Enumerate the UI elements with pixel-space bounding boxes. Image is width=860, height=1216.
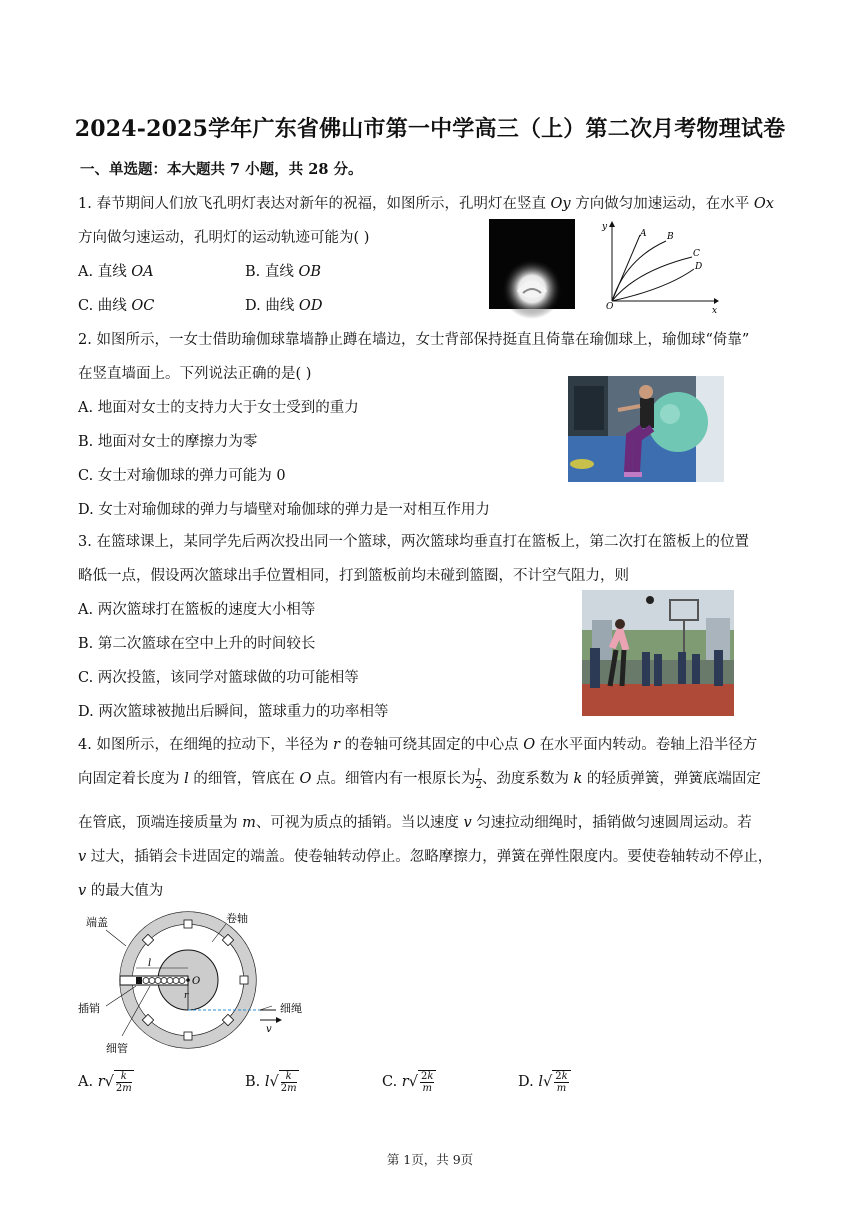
q4-line2-part2: 、劲度系数为 𝑘 的轻质弹簧，弹簧底端固定 [481, 771, 761, 787]
q4-line1: 4. 如图所示，在细绳的拉动下，半径为 𝑟 的卷轴可绕其固定的中心点 𝑂 在水平面内转动。卷轴上沿半径方 [78, 737, 758, 753]
q4-line2-part1: 向固定着长度为 𝑙 的细管，管底在 𝑂 点。细管内有一根原长为 [78, 771, 476, 787]
num: 2𝑘 [420, 1071, 434, 1082]
q2-line2: 在竖直墙面上。下列说法正确的是( ) [78, 366, 312, 382]
q3-option-d: D. 两次篮球被抛出后瞬间，篮球重力的功率相等 [78, 704, 389, 720]
label-r: r [184, 991, 189, 1001]
label-x: x [712, 306, 718, 316]
den: 2𝑚 [280, 1083, 297, 1094]
q4-line5: 𝑣 的最大值为 [78, 883, 164, 899]
q3-option-c: C. 两次投篮，该同学对篮球做的功可能相等 [78, 670, 359, 686]
q1-option-d: D. 曲线 𝑂𝐷 [245, 298, 323, 314]
yoga-photo [568, 376, 724, 482]
q4-line2 [78, 767, 761, 791]
q4-option-c-frac [418, 1070, 436, 1094]
q3-line2: 略低一点，假设两次篮球出手位置相同，打到篮板前均未碰到篮圈，不计空气阻力，则 [78, 568, 629, 584]
label-rope: 细绳 [280, 1002, 302, 1015]
q3-option-b: B. 第二次篮球在空中上升的时间较长 [78, 636, 316, 652]
curve-od [612, 269, 694, 301]
den: 𝑚 [556, 1083, 567, 1094]
q1-line2: 方向做匀速运动，孔明灯的运动轨迹可能为( ) [78, 230, 370, 246]
q2-line1: 2. 如图所示，一女士借助瑜伽球靠墙静止蹲在墙边，女士背部保持挺直且倚靠在瑜伽球上，瑜伽球“倚靠” [78, 332, 750, 348]
page-footer: 第 1页，共 9页 [386, 1152, 474, 1167]
den: 𝑚 [422, 1083, 432, 1094]
q4-option-a: A. 𝑟√ $\frac{\text{𝑘}}{\text{2𝑚}}$ [78, 1071, 132, 1094]
label-b: B [667, 232, 674, 242]
q4-option-c-prefix: C. 𝑟 [382, 1074, 409, 1090]
label-o: O [192, 976, 201, 987]
frac-den: 2 [475, 779, 482, 791]
q4-option-d-frac [552, 1070, 570, 1094]
lantern-photo [489, 219, 575, 309]
q2-option-b: B. 地面对女士的摩擦力为零 [78, 434, 258, 450]
q2-option-d: D. 女士对瑜伽球的弹力与墙壁对瑜伽球的弹力是一对相互作用力 [78, 502, 490, 518]
q1-option-b: B. 直线 𝑂𝐵 [245, 264, 322, 280]
q4-line4: 𝑣 过大，插销会卡进固定的端盖。使卷轴转动停止。忽略摩擦力，弹簧在弹性限度内。要使卷轴转动不停止， [78, 849, 773, 865]
q2-option-c: C. 女士对瑜伽球的弹力可能为 0 [78, 468, 286, 484]
label-end-cap: 端盖 [86, 916, 108, 929]
label-pin: 插销 [78, 1002, 100, 1015]
page-title: 2024-2025学年广东省佛山市第一中学高三（上）第二次月考物理试卷 [74, 116, 786, 142]
num: 𝑘 [116, 1071, 132, 1083]
label-reel: 卷轴 [226, 912, 248, 925]
label-d: D [695, 262, 703, 272]
basketball-photo [582, 590, 734, 716]
label-v: v [266, 1024, 272, 1035]
q2-option-a: A. 地面对女士的支持力大于女士受到的重力 [78, 400, 359, 416]
q4-option-b: B. 𝑙√ $\frac{\text{𝑘}}{\text{2𝑚}}$ [245, 1071, 297, 1094]
section-heading: 一、单选题：本大题共 7 小题，共 28 分。 [80, 161, 363, 178]
q1-line1: 1. 春节期间人们放飞孔明灯表达对新年的祝福，如图所示，孔明灯在竖直 𝑂𝑦 方向做匀加速运动，在水平 𝑂𝑥 [78, 196, 774, 212]
q3-option-a: A. 两次篮球打在篮板的速度大小相等 [78, 602, 316, 618]
q4-option-a-prefix: A. 𝑟 [78, 1074, 105, 1090]
frac-num: 𝑙 [477, 767, 481, 779]
q4-line3: 在管底，顶端连接质量为 𝑚、可视为质点的插销。当以速度 𝑣 匀速拉动细绳时，插销做匀速圆周运动。若 [78, 815, 752, 831]
num: 𝑘 [281, 1071, 297, 1083]
label-y: y [602, 222, 608, 232]
curve-oc [612, 257, 692, 301]
label-l: l [148, 958, 152, 969]
trajectory-graph [596, 219, 720, 316]
q4-option-c: C. 𝑟√ $\frac{\text{2𝑘}}{\text{𝑚}}$ [382, 1070, 436, 1094]
label-a: A [640, 229, 647, 239]
tube [120, 976, 188, 985]
label-c: C [693, 249, 700, 259]
pin [136, 977, 142, 984]
den: 2𝑚 [115, 1083, 132, 1094]
q4-option-b-prefix: B. 𝑙 [245, 1074, 270, 1090]
q4-option-a-frac [114, 1070, 134, 1094]
q4-option-d: D. 𝑙√ $\frac{\text{2𝑘}}{\text{𝑚}}$ [518, 1070, 571, 1094]
q3-line1: 3. 在篮球课上，某同学先后两次投出同一个篮球，两次篮球均垂直打在篮板上，第二次打在篮板上的位置 [78, 534, 749, 550]
label-o: O [606, 302, 614, 312]
q4-option-b-frac [279, 1070, 299, 1094]
q1-option-a: A. 直线 𝑂𝐴 [78, 264, 154, 280]
num: 2𝑘 [555, 1071, 568, 1082]
reel-diagram [76, 908, 316, 1060]
q4-option-d-prefix: D. 𝑙 [518, 1074, 543, 1090]
label-tube: 细管 [106, 1042, 128, 1055]
q1-option-c: C. 曲线 𝑂𝐶 [78, 298, 155, 314]
